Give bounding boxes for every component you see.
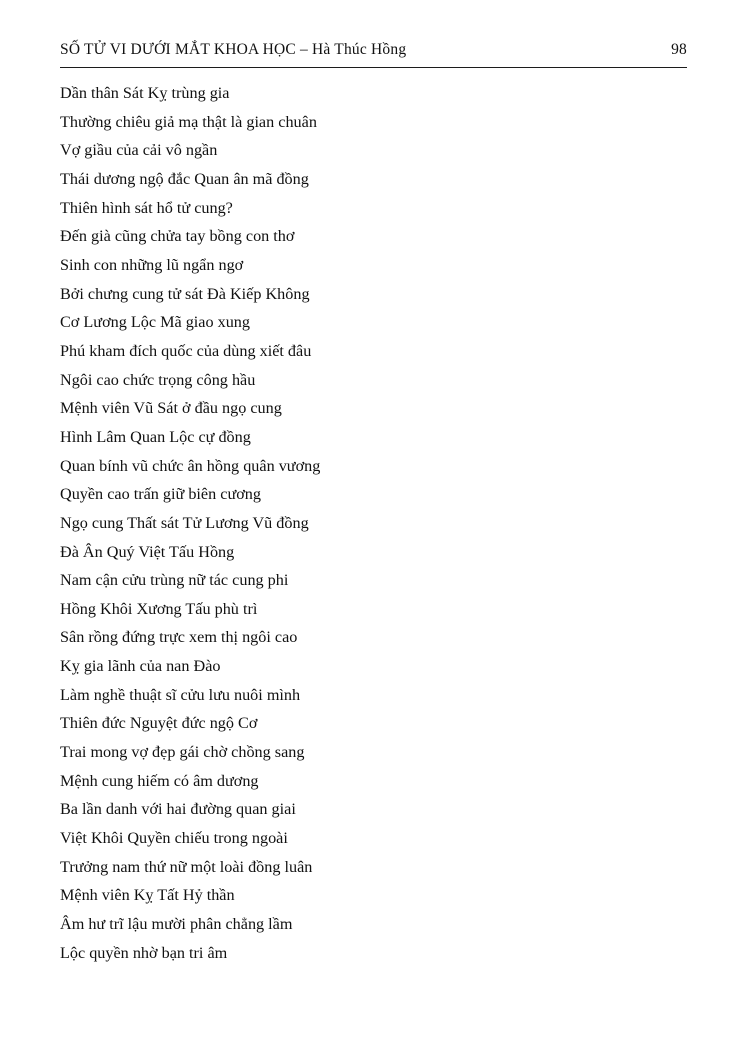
poem-line: Dần thân Sát Kỵ trùng gia (60, 84, 230, 102)
poem-line: Phú kham đích quốc của dùng xiết đâu (60, 341, 312, 360)
page-header (60, 41, 687, 68)
poem-line: Lộc quyền nhờ bạn tri âm (60, 943, 228, 962)
poem-line: Hồng Khôi Xương Tấu phù trì (60, 599, 258, 618)
poem-line: Âm hư trĩ lậu mười phân chẳng lầm (60, 915, 293, 934)
poem-line: Việt Khôi Quyền chiếu trong ngoài (60, 829, 288, 848)
poem-line: Mệnh viên Kỵ Tất Hỷ thần (60, 886, 235, 905)
poem-line: Sinh con những lũ ngẩn ngơ (60, 255, 244, 274)
page-number: 98 (671, 41, 687, 58)
poem-line: Thường chiêu giả mạ thật là gian chuân (60, 112, 317, 131)
poem-line: Bởi chưng cung tử sát Đà Kiếp Không (60, 284, 310, 303)
poem-line: Trưởng nam thứ nữ một loài đồng luân (60, 857, 313, 876)
poem-line: Ngôi cao chức trọng công hầu (60, 370, 256, 389)
poem-line: Mệnh viên Vũ Sát ở đầu ngọ cung (60, 399, 282, 418)
poem-line: Trai mong vợ đẹp gái chờ chồng sang (60, 743, 305, 762)
poem-lines (60, 79, 704, 967)
poem-line: Quan bính vũ chức ân hồng quân vương (60, 456, 321, 475)
poem-line: Thiên đức Nguyệt đức ngộ Cơ (60, 714, 258, 733)
poem-line: Đến già cũng chửa tay bồng con thơ (60, 227, 295, 246)
poem-line: Nam cận cửu trùng nữ tác cung phi (60, 571, 289, 590)
poem-line: Làm nghề thuật sĩ cửu lưu nuôi mình (60, 685, 301, 704)
poem-line: Đà Ân Quý Việt Tấu Hồng (60, 542, 235, 561)
poem-line: Thiên hình sát hổ tử cung? (60, 198, 233, 217)
poem-line: Ngọ cung Thất sát Tử Lương Vũ đồng (60, 513, 309, 532)
poem-line: Kỵ gia lãnh của nan Đào (60, 657, 221, 676)
poem-line: Thái dương ngộ đắc Quan ân mã đồng (60, 169, 309, 188)
poem-line: Vợ giầu của cải vô ngần (60, 141, 218, 160)
poem-line: Cơ Lương Lộc Mã giao xung (60, 313, 250, 332)
poem-line: Mệnh cung hiếm có âm dương (60, 771, 259, 790)
book-title: SỐ TỬ VI DƯỚI MẮT KHOA HỌC – Hà Thúc Hồng (60, 41, 407, 58)
poem-line: Sân rồng đứng trực xem thị ngôi cao (60, 628, 298, 647)
poem-line: Hình Lâm Quan Lộc cự đồng (60, 427, 251, 446)
poem-line: Quyền cao trấn giữ biên cương (60, 485, 261, 504)
poem-line: Ba lần danh với hai đường quan giai (60, 800, 296, 819)
